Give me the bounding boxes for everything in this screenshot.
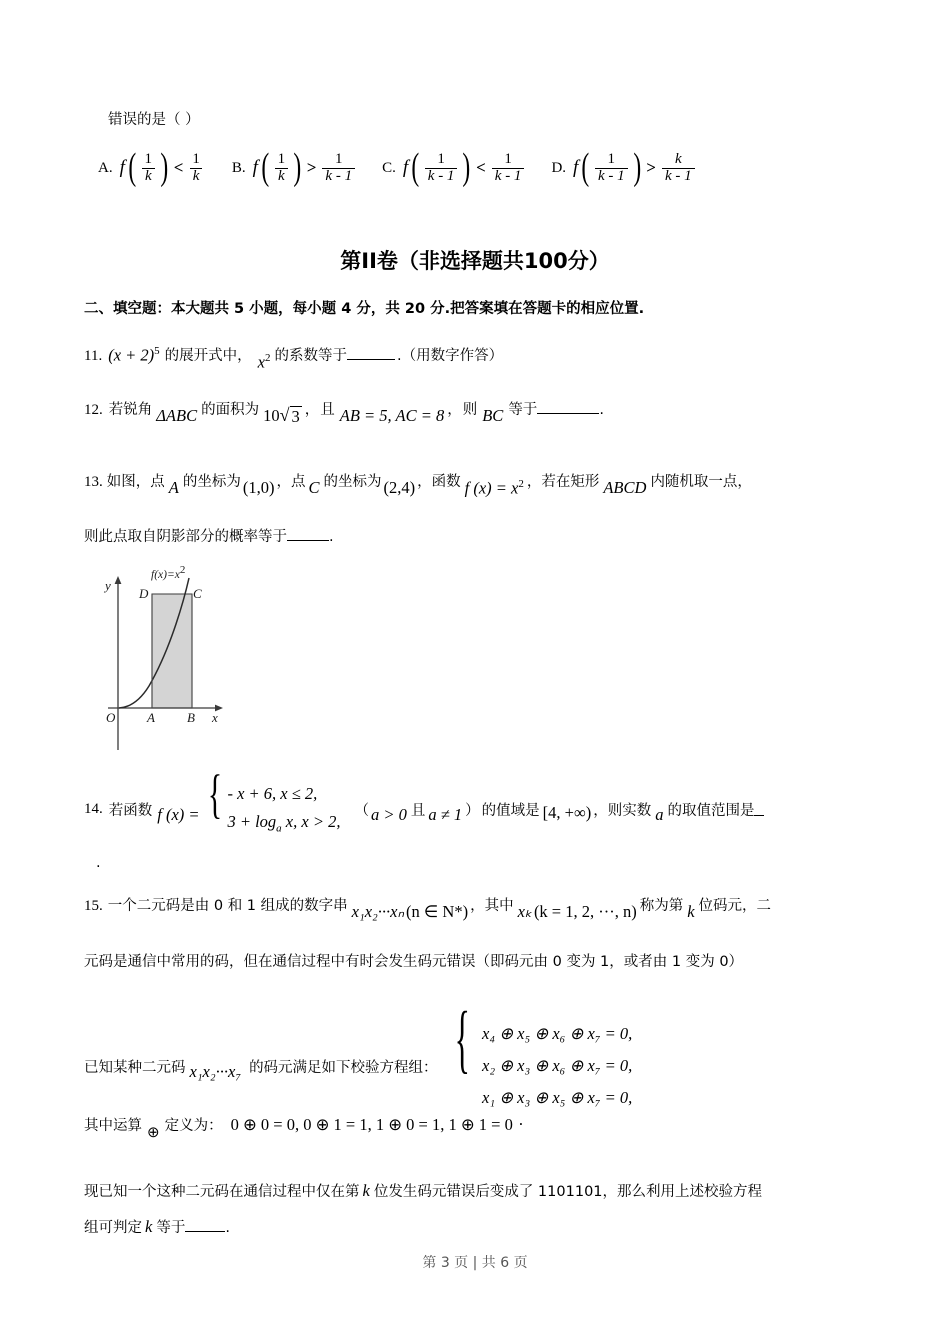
check-equation-3: x₁ ⊕ x₃ ⊕ x₅ ⊕ x₇ = 0,	[482, 1088, 633, 1108]
relation-symbol: >	[646, 158, 656, 178]
q14-cond-close: ）	[465, 802, 480, 819]
piecewise-definition	[202, 764, 341, 839]
rhs-fraction: $\frac{1}{k - 1}$	[322, 152, 355, 185]
q13-text-b: 的坐标为	[182, 474, 241, 490]
x-axis-label: x	[212, 710, 218, 725]
shaded-region	[152, 594, 192, 708]
function-symbol-f: f	[119, 157, 125, 179]
function-symbol-f: f	[402, 157, 409, 179]
point-a-label: A	[147, 710, 155, 725]
q13-text-f: ，若在矩形	[526, 474, 600, 490]
q13-text-d: 的坐标为	[323, 474, 382, 490]
right-paren: )	[293, 145, 302, 188]
rhs-fraction: $\frac{k}{k - 1}$	[662, 152, 695, 185]
option-a-expression[interactable]	[119, 145, 206, 188]
triangle-abc: ΔABC	[156, 406, 198, 425]
condition-a-positive: a > 0	[370, 805, 407, 825]
point-c: C	[308, 478, 320, 497]
binomial-expression: $(x + 2)^5$	[108, 344, 160, 364]
q15-line3-a: 已知某种二元码	[84, 1059, 186, 1076]
q12-text-f: .	[599, 402, 604, 418]
question-13-line2	[84, 525, 334, 546]
option-d-label: D.	[551, 159, 567, 176]
arg-fraction: $\frac{1}{k}$	[275, 152, 289, 185]
left-paren: (	[411, 145, 420, 188]
xor-operator-symbol: ⊕	[147, 1125, 160, 1141]
q12-text-and: 且	[320, 402, 335, 418]
n-condition: (n ∈ N*)	[406, 902, 469, 921]
q12-text-a: 若锐角	[108, 402, 153, 418]
relation-symbol: <	[476, 158, 486, 178]
question-number: 14.	[84, 800, 103, 817]
q15-line6-c: .	[225, 1220, 230, 1236]
option-d-expression[interactable]	[573, 145, 698, 188]
question-13-line1	[84, 470, 752, 497]
right-paren: )	[633, 145, 641, 188]
q15-line4-c: .	[518, 1110, 523, 1129]
y-axis-arrow	[115, 576, 122, 584]
q12-text-e: 等于	[508, 402, 538, 418]
page-footer: 第 3 页 | 共 6 页	[422, 1255, 528, 1271]
xor-definition: 0 ⊕ 0 = 0, 0 ⊕ 1 = 1, 1 ⊕ 0 = 1, 1 ⊕ 1 = 0	[230, 1115, 513, 1134]
rhs-fraction: $\frac{1}{k - 1}$	[492, 152, 525, 185]
function-symbol-f: f	[252, 157, 258, 179]
q14-text-c: ，则实数	[593, 802, 652, 819]
options-row	[98, 145, 698, 188]
coord-a: (1,0)	[242, 478, 275, 497]
left-curly-brace-large: {	[454, 997, 470, 1081]
question-13-figure	[92, 562, 310, 758]
q15-line4-b: 定义为：	[164, 1118, 223, 1134]
range-interval: [4, +∞)	[542, 803, 592, 823]
check-equation-1: x₄ ⊕ x₅ ⊕ x₆ ⊕ x₇ = 0,	[482, 1024, 633, 1043]
q15-line5-a: 现已知一个这种二元码在通信过程中仅在第	[84, 1184, 360, 1200]
answer-blank-12[interactable]	[537, 400, 599, 414]
origin-label: O	[106, 710, 116, 725]
check-equation-system	[444, 997, 633, 1115]
q14-cond-open: （	[354, 802, 369, 819]
left-curly-brace: {	[207, 764, 222, 824]
q11-text-c: .（用数字作答）	[396, 348, 504, 364]
section-instruction: 二、填空题：本大题共 5 小题，每小题 4 分，共 20 分.把答案填在答题卡的相应位置.	[84, 301, 645, 317]
binary-string-x7: x₁x₂···x₇	[189, 1062, 242, 1082]
segment-bc: BC	[482, 406, 504, 425]
point-d-label: D	[139, 586, 149, 601]
q15-line1-d: 位码元，二	[698, 898, 772, 914]
element-xk: xₖ	[517, 902, 532, 921]
question-12	[84, 398, 604, 426]
answer-blank-14[interactable]	[754, 802, 764, 816]
variable-a: a	[655, 805, 664, 825]
q15-line1-b: ，其中	[470, 898, 514, 914]
index-k: k	[687, 902, 695, 921]
rectangle-abcd: ABCD	[603, 478, 647, 497]
q15-line3-b: 的码元满足如下校验方程组：	[249, 1059, 438, 1076]
area-value: 10 √ 3	[263, 405, 300, 426]
answer-blank-13[interactable]	[287, 527, 329, 541]
point-a: A	[168, 478, 179, 497]
option-b-expression[interactable]	[252, 145, 358, 188]
left-paren: (	[261, 145, 270, 188]
question-number: 12.	[84, 402, 103, 418]
q12-text-c: ，	[304, 402, 320, 418]
q14-text-d: 的取值范围是	[667, 802, 755, 819]
q15-line6-b: 等于	[156, 1220, 186, 1236]
function-symbol-f: f	[573, 157, 579, 179]
question-15-line3	[84, 997, 633, 1115]
answer-blank-15[interactable]	[185, 1218, 225, 1232]
option-c-label: C.	[382, 159, 396, 176]
case-1: - x + 6, x ≤ 2,	[227, 784, 318, 803]
q15-line1-c: 称为第	[639, 898, 684, 914]
coord-c: (2,4)	[383, 478, 416, 497]
q15-line1-a: 一个二元码是由 0 和 1 组成的数字串	[107, 898, 348, 914]
q13-text-c: ，点	[276, 474, 306, 490]
case-2: $3 + \log_a x$, x > 2,	[227, 812, 341, 835]
question-number: 15.	[84, 898, 103, 914]
question-number: 11.	[84, 348, 103, 364]
q14-text-b: 的值域是	[481, 802, 540, 819]
volume-title: 第II卷（非选择题共100分）	[340, 249, 610, 273]
q13-text-e: ，函数	[417, 474, 461, 490]
index-k: k	[362, 1181, 370, 1200]
option-b-label: B.	[231, 159, 246, 176]
check-equation-2: x₂ ⊕ x₃ ⊕ x₆ ⊕ x₇ = 0,	[482, 1056, 633, 1076]
given-sides: AB = 5, AC = 8	[339, 406, 445, 425]
rhs-fraction: $\frac{1}{k}$	[189, 152, 203, 185]
y-axis-label: y	[105, 578, 111, 593]
answer-blank-11[interactable]	[347, 346, 395, 360]
stem-continuation-line: 错误的是（ ）	[108, 112, 200, 128]
q11-text-a: 的展开式中，	[164, 348, 252, 364]
right-paren: )	[160, 145, 169, 188]
left-paren: (	[128, 145, 137, 188]
q12-text-then: 则	[462, 402, 478, 418]
question-11	[84, 344, 504, 371]
relation-symbol: >	[306, 158, 317, 178]
index-k: k	[145, 1217, 153, 1236]
q14-text-a: 若函数	[108, 802, 153, 819]
question-15-line5	[84, 1180, 762, 1201]
question-15-line2: 元码是通信中常用的码，但在通信过程中有时会发生码元错误（即码元由 0 变为 1，或者由 1 变为 0）	[84, 954, 744, 970]
q15-line5-b: 位发生码元错误后变成了 1101101，那么利用上述校验方程	[373, 1184, 763, 1200]
condition-a-not-one: a ≠ 1	[428, 805, 463, 825]
question-15-line4	[84, 1110, 523, 1141]
term-x-squared: $x^2$	[257, 351, 271, 371]
arg-fraction: $\frac{1}{k - 1}$	[595, 152, 628, 185]
question-14-period: .	[96, 855, 101, 871]
q13-text-a: 如图，点	[106, 474, 165, 490]
option-c-expression[interactable]	[402, 145, 528, 188]
q13-text-g: 内随机取一点，	[650, 474, 752, 490]
function-definition: f $(x) = x^2$	[464, 477, 524, 497]
question-14	[84, 764, 764, 839]
q15-line6-a: 组可判定	[84, 1220, 142, 1236]
arg-fraction: $\frac{1}{k}$	[142, 152, 156, 185]
point-b-label: B	[187, 710, 195, 725]
q15-line4-a: 其中运算	[84, 1118, 142, 1134]
function-fx: f (x) =	[157, 805, 200, 825]
q13-line2-end: .	[329, 529, 334, 545]
question-15-line1	[84, 894, 772, 921]
right-paren: )	[462, 145, 471, 188]
question-number: 13.	[84, 474, 103, 490]
q11-text-b: 的系数等于	[274, 348, 347, 364]
q12-text-d: ，	[447, 402, 462, 418]
binary-string-xn: x₁x₂···xₙ	[351, 902, 405, 921]
q13-line2-text: 则此点取自阴影部分的概率等于	[84, 529, 287, 545]
q14-cond-and: 且	[410, 802, 426, 819]
option-a-label: A.	[98, 159, 113, 176]
curve-label: f(x)=x2	[151, 564, 186, 581]
left-paren: (	[581, 145, 590, 188]
question-15-line6	[84, 1216, 230, 1237]
relation-symbol: <	[173, 158, 184, 178]
arg-fraction: $\frac{1}{k - 1}$	[425, 152, 458, 185]
q12-text-b: 的面积为	[201, 402, 260, 418]
k-range: (k = 1, 2, ···, n)	[533, 902, 637, 921]
point-c-label: C	[193, 586, 202, 601]
